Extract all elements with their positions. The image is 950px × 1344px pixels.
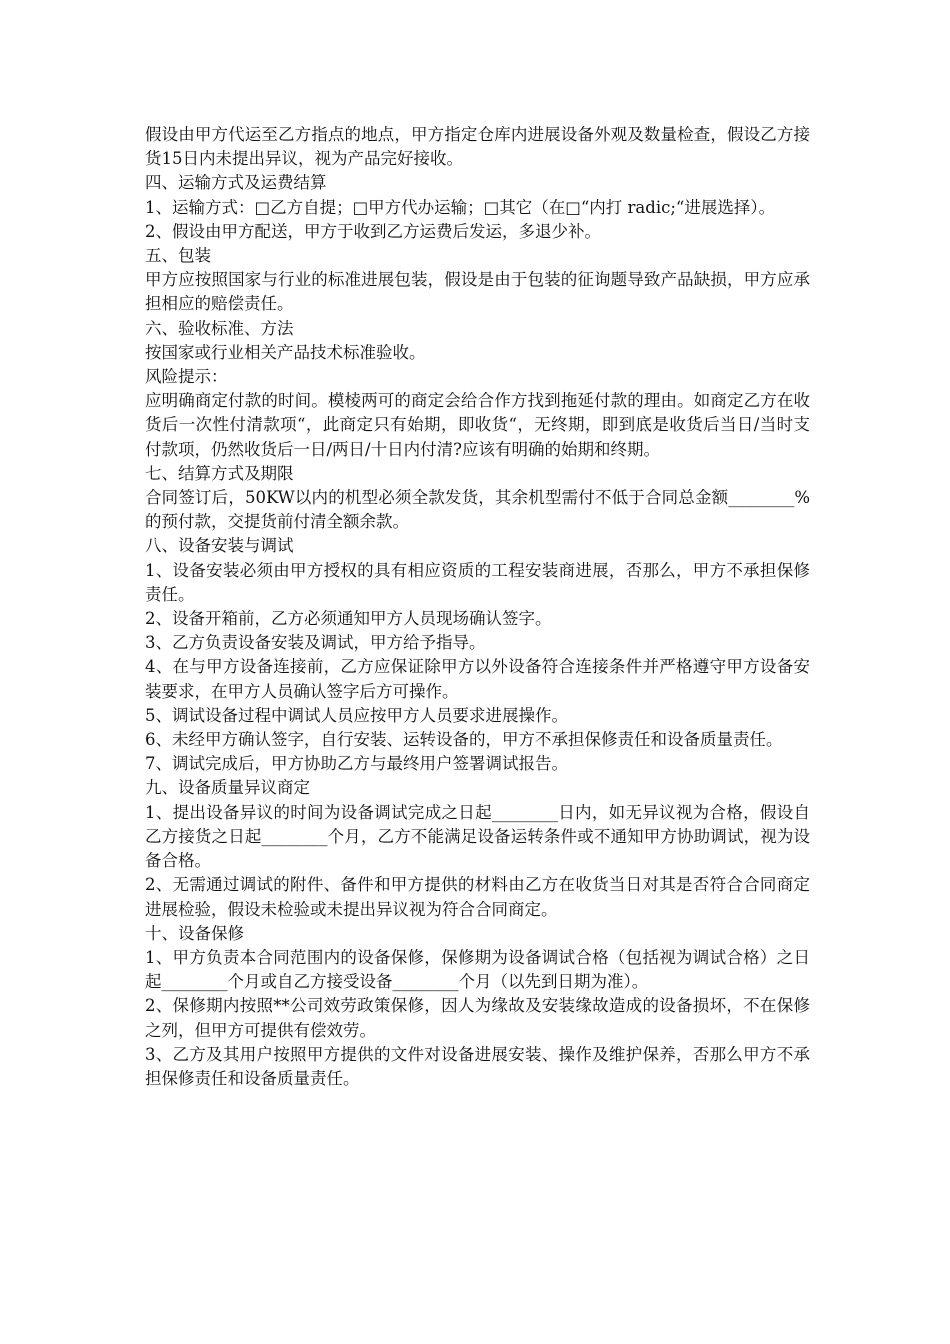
paragraph: 应明确商定付款的时间。模棱两可的商定会给合作方找到拖延付款的理由。如商定乙方在收货后一次性付清款项“，此商定只有始期，即收货“，无终期，即到底是收货后当日/当时支付款项，仍然收货后一日/两日/十日内付清?应该有明确的始期和终期。 xyxy=(145,391,810,459)
paragraph: 1、提出设备异议的时间为设备调试完成之日起________日内，如无异议视为合格，假设自乙方接货之日起________个月，乙方不能满足设备运转条件或不通知甲方协助调试，视为设备合格。 xyxy=(145,802,810,871)
paragraph: 6、未经甲方确认签字，自行安装、运转设备的，甲方不承担保修责任和设备质量责任。 xyxy=(145,730,783,750)
paragraph: 2、假设由甲方配送，甲方于收到乙方运费后发运，多退少补。 xyxy=(145,221,601,241)
section-heading: 四、运输方式及运费结算 xyxy=(145,173,327,193)
paragraph: 2、无需通过调试的附件、备件和甲方提供的材料由乙方在收货当日对其是否符合合同商定进展检验，假设未检验或未提出异议视为符合合同商定。 xyxy=(145,875,810,919)
paragraph: 合同签订后，50KW以内的机型必须全款发货，其余机型需付不低于合同总金额________%的预付款，交提货前付清全额余款。 xyxy=(145,488,810,532)
paragraph: 2、保修期内按照**公司效劳政策保修，因人为缘故及安装缘故造成的设备损坏，不在保修之列，但甲方可提供有偿效劳。 xyxy=(145,996,810,1040)
document-body xyxy=(145,123,810,1091)
paragraph: 假设由甲方代运至乙方指点的地点，甲方指定仓库内进展设备外观及数量检查，假设乙方接货15日内未提出异议，视为产品完好接收。 xyxy=(145,125,810,169)
paragraph: 1、甲方负责本合同范围内的设备保修，保修期为设备调试合格（包括视为调试合格）之日起________个月或自乙方接受设备________个月（以先到日期为准）。 xyxy=(145,947,810,992)
section-heading: 十、设备保修 xyxy=(145,923,244,943)
paragraph: 7、调试完成后，甲方协助乙方与最终用户签署调试报告。 xyxy=(145,754,568,774)
paragraph: 1、设备安装必须由甲方授权的具有相应资质的工程安装商进展，否那么，甲方不承担保修责任。 xyxy=(145,560,810,604)
section-heading: 九、设备质量异议商定 xyxy=(145,778,310,798)
paragraph: 2、设备开箱前，乙方必须通知甲方人员现场确认签字。 xyxy=(145,609,552,629)
paragraph: 1、运输方式：□乙方自提；□甲方代办运输；□其它（在□“内打 radic;“进展选择）。 xyxy=(145,197,776,217)
section-heading: 七、结算方式及期限 xyxy=(145,463,294,483)
section-heading: 八、设备安装与调试 xyxy=(145,536,294,556)
paragraph: 5、调试设备过程中调试人员应按甲方人员要求进展操作。 xyxy=(145,705,568,725)
paragraph: 3、乙方及其用户按照甲方提供的文件对设备进展安装、操作及维护保养，否那么甲方不承担保修责任和设备质量责任。 xyxy=(145,1044,810,1088)
paragraph: 甲方应按照国家与行业的标准进展包装，假设是由于包装的征询题导致产品缺损，甲方应承担相应的赔偿责任。 xyxy=(145,270,810,314)
paragraph: 3、乙方负责设备安装及调试，甲方给予指导。 xyxy=(145,633,486,653)
section-heading: 六、验收标准、方法 xyxy=(145,318,294,338)
risk-heading: 风险提示： xyxy=(145,367,228,387)
paragraph: 按国家或行业相关产品技术标准验收。 xyxy=(145,342,426,362)
paragraph: 4、在与甲方设备连接前，乙方应保证除甲方以外设备符合连接条件并严格遵守甲方设备安装要求，在甲方人员确认签字后方可操作。 xyxy=(145,657,810,701)
section-heading: 五、包装 xyxy=(145,246,211,266)
